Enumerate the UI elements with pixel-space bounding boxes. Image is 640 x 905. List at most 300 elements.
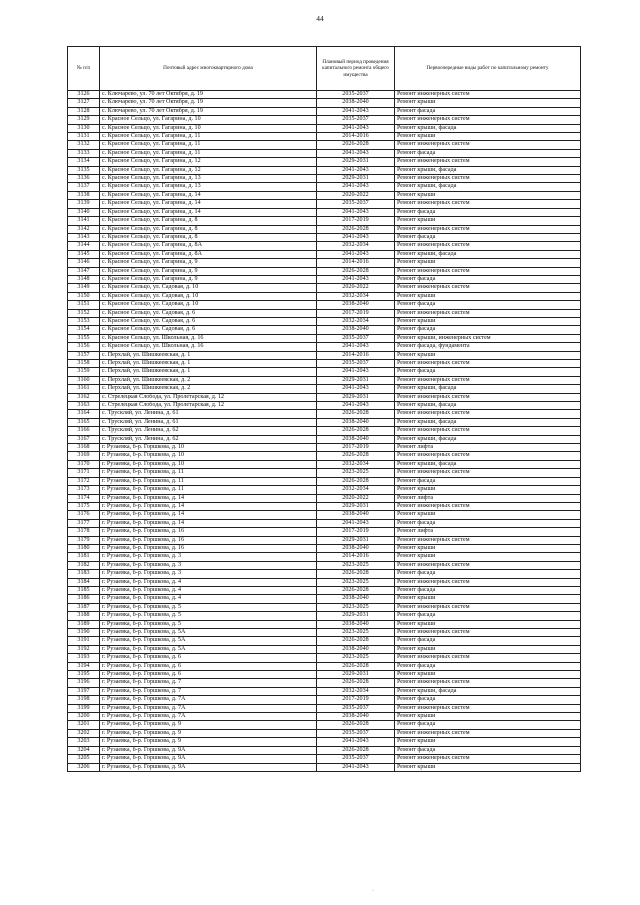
cell-address: с. Красное Сельцо, ул. Гагарина, д. 12 [100,158,317,166]
table-row [68,519,581,527]
cell-period: 2029-2031 [317,175,395,183]
table-row [68,502,581,510]
cell-address: г. Рузаевка, б-р. Горшкова, д. 14 [100,519,317,527]
cell-period: 2023-2025 [317,469,395,477]
cell-works: Ремонт крыши, фасада [395,124,581,132]
cell-address: с. Красное Сельцо, ул. Гагарина, д. 9 [100,267,317,275]
table-row [68,360,581,368]
cell-number: 3150 [68,292,100,300]
table-row [68,183,581,191]
table-row [68,603,581,611]
cell-period: 2020-2022 [317,494,395,502]
cell-address: г. Рузаевка, б-р. Горшкова, д. 5 [100,612,317,620]
cell-address: г. Рузаевка, б-р. Горшкова, д. 4 [100,578,317,586]
cell-works: Ремонт фасада [395,570,581,578]
cell-period: 2023-2025 [317,654,395,662]
table-row [68,645,581,653]
cell-works: Ремонт крыши [395,553,581,561]
cell-works: Ремонт инженерных систем [395,91,581,99]
cell-address: с. Перхлай, ул. Шишкеевская, д. 1 [100,351,317,359]
cell-address: г. Рузаевка, б-р. Горшкова, д. 14 [100,494,317,502]
cell-works: Ремонт лифта [395,494,581,502]
cell-period: 2014-2016 [317,259,395,267]
table-row [68,460,581,468]
table-row [68,486,581,494]
cell-period: 2041-2043 [317,343,395,351]
table-row [68,200,581,208]
cell-address: с. Красное Сельцо, ул. Гагарина, д. 9 [100,259,317,267]
cell-works: Ремонт инженерных систем [395,679,581,687]
cell-period: 2035-2037 [317,334,395,342]
table-row [68,376,581,384]
cell-period: 2014-2016 [317,553,395,561]
cell-number: 3155 [68,334,100,342]
cell-number: 3165 [68,418,100,426]
cell-works: Ремонт инженерных систем [395,410,581,418]
cell-works: Ремонт инженерных систем [395,729,581,737]
cell-period: 2032-2034 [317,292,395,300]
cell-works: Ремонт крыши [395,645,581,653]
table-row [68,351,581,359]
table-row [68,309,581,317]
cell-works: Ремонт лифта [395,528,581,536]
cell-number: 3149 [68,284,100,292]
cell-period: 2029-2031 [317,393,395,401]
cell-period: 2017-2019 [317,696,395,704]
cell-address: г. Рузаевка, б-р. Горшкова, д. 9А [100,763,317,771]
table-row [68,141,581,149]
cell-number: 3136 [68,175,100,183]
cell-address: с. Перхлай, ул. Шишкеевская, д. 2 [100,376,317,384]
cell-period: 2038-2040 [317,645,395,653]
cell-address: с. Красное Сельцо, ул. Гагарина, д. 8 [100,217,317,225]
cell-period: 2026-2028 [317,679,395,687]
cell-works: Ремонт инженерных систем [395,376,581,384]
cell-address: с. Красное Сельцо, ул. Садовая, д. 10 [100,284,317,292]
cell-address: с. Красное Сельцо, ул. Гагарина, д. 10 [100,116,317,124]
cell-period: 2038-2040 [317,595,395,603]
cell-address: с. Ключарево, ул. 70 лет Октября, д. 19 [100,91,317,99]
cell-number: 3197 [68,687,100,695]
header-num: № п/п [68,47,100,91]
cell-works: Ремонт инженерных систем [395,427,581,435]
table-row [68,671,581,679]
cell-number: 3137 [68,183,100,191]
cell-address: г. Рузаевка, б-р. Горшкова, д. 5 [100,603,317,611]
cell-address: г. Рузаевка, б-р. Горшкова, д. 5 [100,620,317,628]
cell-address: с. Красное Сельцо, ул. Садовая, д. 6 [100,326,317,334]
cell-number: 3170 [68,460,100,468]
cell-address: г. Рузаевка, б-р. Горшкова, д. 11 [100,486,317,494]
table-row [68,654,581,662]
cell-period: 2026-2028 [317,637,395,645]
cell-number: 3186 [68,595,100,603]
cell-address: г. Рузаевка, б-р. Горшкова, д. 4 [100,586,317,594]
cell-period: 2032-2034 [317,460,395,468]
cell-works: Ремонт инженерных систем [395,629,581,637]
cell-works: Ремонт крыши, фасада [395,460,581,468]
cell-works: Ремонт инженерных систем [395,360,581,368]
cell-number: 3142 [68,225,100,233]
cell-period: 2035-2037 [317,91,395,99]
cell-number: 3178 [68,528,100,536]
cell-works: Ремонт инженерных систем [395,469,581,477]
table-row [68,578,581,586]
cell-period: 2041-2043 [317,402,395,410]
cell-period: 2038-2040 [317,544,395,552]
cell-address: с. Красное Сельцо, ул. Гагарина, д. 11 [100,149,317,157]
cell-works: Ремонт крыши, фасада [395,687,581,695]
capital-repair-table [67,46,581,772]
table-row [68,124,581,132]
cell-address: г. Рузаевка, б-р. Горшкова, д. 5А [100,629,317,637]
cell-number: 3185 [68,586,100,594]
table-row [68,444,581,452]
cell-period: 2035-2037 [317,200,395,208]
table-row [68,544,581,552]
cell-address: с. Красное Сельцо, ул. Гагарина, д. 8 [100,225,317,233]
cell-address: с. Трускляй, ул. Ленина, д. 61 [100,410,317,418]
cell-period: 2014-2016 [317,133,395,141]
cell-address: г. Рузаевка, б-р. Горшкова, д. 16 [100,536,317,544]
cell-period: 2026-2028 [317,225,395,233]
cell-period: 2041-2043 [317,368,395,376]
cell-address: с. Красное Сельцо, ул. Гагарина, д. 13 [100,183,317,191]
table-row [68,301,581,309]
cell-period: 2023-2025 [317,629,395,637]
cell-address: с. Красное Сельцо, ул. Гагарина, д. 9 [100,275,317,283]
cell-number: 3172 [68,477,100,485]
cell-period: 2035-2037 [317,360,395,368]
cell-address: с. Красное Сельцо, ул. Садовая, д. 10 [100,292,317,300]
table-row [68,402,581,410]
cell-period: 2041-2043 [317,738,395,746]
cell-works: Ремонт инженерных систем [395,225,581,233]
cell-period: 2020-2022 [317,284,395,292]
table-row [68,612,581,620]
cell-address: с. Трускляй, ул. Ленина, д. 62 [100,435,317,443]
cell-period: 2032-2034 [317,242,395,250]
table-row [68,746,581,754]
cell-works: Ремонт крыши [395,544,581,552]
cell-works: Ремонт фасада [395,477,581,485]
cell-address: г. Рузаевка, б-р. Горшкова, д. 4 [100,595,317,603]
cell-period: 2029-2031 [317,612,395,620]
cell-address: г. Рузаевка, б-р. Горшкова, д. 3 [100,553,317,561]
cell-address: с. Красное Сельцо, ул. Садовая, д. 6 [100,317,317,325]
cell-works: Ремонт фасада [395,326,581,334]
cell-address: с. Красное Сельцо, ул. Гагарина, д. 11 [100,141,317,149]
cell-address: г. Рузаевка, б-р. Горшкова, д. 5А [100,637,317,645]
cell-period: 2038-2040 [317,326,395,334]
table-row [68,225,581,233]
cell-number: 3129 [68,116,100,124]
cell-number: 3161 [68,385,100,393]
table-row [68,267,581,275]
cell-number: 3191 [68,637,100,645]
cell-works: Ремонт фасада [395,275,581,283]
cell-period: 2035-2037 [317,755,395,763]
cell-number: 3134 [68,158,100,166]
cell-works: Ремонт фасада [395,149,581,157]
cell-number: 3202 [68,729,100,737]
cell-number: 3128 [68,107,100,115]
cell-address: г. Рузаевка, б-р. Горшкова, д. 16 [100,544,317,552]
cell-address: г. Рузаевка, б-р. Горшкова, д. 3 [100,561,317,569]
cell-number: 3198 [68,696,100,704]
cell-number: 3148 [68,275,100,283]
table-row [68,233,581,241]
cell-works: Ремонт инженерных систем [395,603,581,611]
cell-address: г. Рузаевка, б-р. Горшкова, д. 7 [100,679,317,687]
cell-number: 3176 [68,511,100,519]
cell-works: Ремонт крыши [395,486,581,494]
cell-works: Ремонт крыши [395,595,581,603]
cell-works: Ремонт крыши [395,620,581,628]
cell-period: 2038-2040 [317,99,395,107]
cell-address: г. Рузаевка, б-р. Горшкова, д. 10 [100,460,317,468]
cell-works: Ремонт фасада [395,208,581,216]
cell-works: Ремонт фасада [395,637,581,645]
cell-period: 2023-2025 [317,603,395,611]
cell-address: г. Рузаевка, б-р. Горшкова, д. 7А [100,713,317,721]
cell-works: Ремонт фасада [395,721,581,729]
cell-number: 3203 [68,738,100,746]
table-header [68,47,581,91]
cell-number: 3188 [68,612,100,620]
cell-number: 3154 [68,326,100,334]
cell-address: г. Рузаевка, б-р. Горшкова, д. 14 [100,502,317,510]
cell-number: 3140 [68,208,100,216]
table-row [68,99,581,107]
cell-works: Ремонт инженерных систем [395,452,581,460]
cell-period: 2020-2022 [317,191,395,199]
cell-number: 3153 [68,317,100,325]
table-row [68,511,581,519]
table-row [68,553,581,561]
cell-period: 2029-2031 [317,158,395,166]
cell-works: Ремонт крыши, фасада [395,435,581,443]
table-row [68,284,581,292]
cell-period: 2035-2037 [317,729,395,737]
cell-address: г. Рузаевка, б-р. Горшкова, д. 10 [100,444,317,452]
cell-period: 2041-2043 [317,519,395,527]
cell-works: Ремонт инженерных систем [395,175,581,183]
table-row [68,595,581,603]
cell-period: 2032-2034 [317,317,395,325]
table-row [68,494,581,502]
table-row [68,385,581,393]
table-row [68,217,581,225]
cell-address: г. Рузаевка, б-р. Горшкова, д. 6 [100,654,317,662]
table-row [68,149,581,157]
table-row [68,343,581,351]
table-row [68,536,581,544]
cell-period: 2017-2019 [317,217,395,225]
cell-number: 3143 [68,233,100,241]
cell-period: 2026-2028 [317,410,395,418]
cell-period: 2026-2028 [317,267,395,275]
cell-number: 3162 [68,393,100,401]
cell-period: 2041-2043 [317,107,395,115]
cell-works: Ремонт фасада [395,233,581,241]
cell-works: Ремонт инженерных систем [395,393,581,401]
cell-address: с. Красное Сельцо, ул. Гагарина, д. 8А [100,242,317,250]
cell-period: 2038-2040 [317,620,395,628]
table-row [68,259,581,267]
cell-works: Ремонт фасада, фундамента [395,343,581,351]
cell-period: 2026-2028 [317,141,395,149]
cell-address: г. Рузаевка, б-р. Горшкова, д. 9 [100,721,317,729]
cell-period: 2026-2028 [317,452,395,460]
table-row [68,166,581,174]
table-row [68,435,581,443]
table-row [68,334,581,342]
cell-period: 2041-2043 [317,166,395,174]
cell-period: 2041-2043 [317,149,395,157]
cell-period: 2038-2040 [317,418,395,426]
cell-number: 3164 [68,410,100,418]
cell-works: Ремонт фасада [395,746,581,754]
cell-number: 3152 [68,309,100,317]
cell-number: 3195 [68,671,100,679]
table-row [68,116,581,124]
cell-period: 2023-2025 [317,561,395,569]
cell-period: 2041-2043 [317,208,395,216]
table-row [68,637,581,645]
cell-number: 3139 [68,200,100,208]
cell-period: 2026-2028 [317,477,395,485]
cell-works: Ремонт фасада [395,519,581,527]
table-row [68,292,581,300]
cell-works: Ремонт фасада [395,301,581,309]
table-row [68,586,581,594]
cell-address: г. Рузаевка, б-р. Горшкова, д. 6 [100,671,317,679]
cell-period: 2041-2043 [317,124,395,132]
table-row [68,629,581,637]
cell-period: 2038-2040 [317,511,395,519]
cell-address: г. Рузаевка, б-р. Горшкова, д. 3 [100,570,317,578]
table-row [68,242,581,250]
cell-works: Ремонт фасада [395,586,581,594]
cell-address: г. Рузаевка, б-р. Горшкова, д. 9А [100,755,317,763]
cell-number: 3147 [68,267,100,275]
cell-number: 3145 [68,250,100,258]
cell-address: с. Перхлай, ул. Шишкеевская, д. 1 [100,368,317,376]
cell-address: г. Рузаевка, б-р. Горшкова, д. 5А [100,645,317,653]
cell-period: 2017-2019 [317,444,395,452]
cell-works: Ремонт фасада [395,107,581,115]
cell-period: 2029-2031 [317,536,395,544]
cell-period: 2038-2040 [317,713,395,721]
cell-works: Ремонт инженерных систем [395,578,581,586]
cell-works: Ремонт инженерных систем [395,158,581,166]
cell-number: 3169 [68,452,100,460]
cell-address: с. Красное Сельцо, ул. Гагарина, д. 8 [100,233,317,241]
cell-works: Ремонт крыши [395,292,581,300]
cell-period: 2038-2040 [317,435,395,443]
cell-address: г. Рузаевка, б-р. Горшкова, д. 7 [100,687,317,695]
cell-number: 3187 [68,603,100,611]
cell-number: 3206 [68,763,100,771]
cell-address: с. Красное Сельцо, ул. Гагарина, д. 8А [100,250,317,258]
table-row [68,704,581,712]
cell-works: Ремонт крыши, фасада [395,385,581,393]
table-row [68,528,581,536]
cell-number: 3138 [68,191,100,199]
cell-number: 3130 [68,124,100,132]
cell-works: Ремонт крыши, фасада [395,166,581,174]
cell-works: Ремонт инженерных систем [395,141,581,149]
cell-number: 3174 [68,494,100,502]
cell-address: г. Рузаевка, б-р. Горшкова, д. 16 [100,528,317,536]
table-row [68,427,581,435]
table-row [68,452,581,460]
cell-number: 3192 [68,645,100,653]
cell-address: с. Стрелецкая Слобода, ул. Пролетарская, д. 12 [100,402,317,410]
cell-period: 2026-2028 [317,662,395,670]
cell-number: 3146 [68,259,100,267]
cell-works: Ремонт крыши [395,317,581,325]
cell-number: 3151 [68,301,100,309]
cell-address: г. Рузаевка, б-р. Горшкова, д. 9 [100,729,317,737]
cell-address: с. Перхлай, ул. Шишкеевская, д. 2 [100,385,317,393]
table-row [68,755,581,763]
cell-address: с. Красное Сельцо, ул. Садовая, д. 6 [100,309,317,317]
cell-address: с. Красное Сельцо, ул. Школьная, д. 16 [100,334,317,342]
table-row [68,469,581,477]
cell-period: 2038-2040 [317,301,395,309]
cell-number: 3141 [68,217,100,225]
table-row [68,729,581,737]
table-row [68,317,581,325]
cell-number: 3127 [68,99,100,107]
cell-period: 2035-2037 [317,116,395,124]
cell-period: 2026-2028 [317,427,395,435]
table-row [68,208,581,216]
table-row [68,91,581,99]
cell-number: 3168 [68,444,100,452]
cell-period: 2026-2028 [317,721,395,729]
cell-number: 3190 [68,629,100,637]
cell-number: 3199 [68,704,100,712]
cell-address: г. Рузаевка, б-р. Горшкова, д. 7А [100,696,317,704]
cell-period: 2029-2031 [317,502,395,510]
cell-works: Ремонт крыши [395,217,581,225]
cell-number: 3133 [68,149,100,157]
cell-address: с. Красное Сельцо, ул. Гагарина, д. 14 [100,208,317,216]
table-row [68,620,581,628]
table-row [68,133,581,141]
cell-number: 3194 [68,662,100,670]
table-row [68,477,581,485]
cell-number: 3126 [68,91,100,99]
table-row [68,393,581,401]
cell-address: с. Ключарево, ул. 70 лет Октября, д. 19 [100,107,317,115]
cell-number: 3180 [68,544,100,552]
cell-number: 3189 [68,620,100,628]
cell-address: с. Трускляй, ул. Ленина, д. 61 [100,418,317,426]
cell-period: 2041-2043 [317,385,395,393]
cell-works: Ремонт крыши, фасада [395,418,581,426]
cell-works: Ремонт крыши [395,738,581,746]
cell-works: Ремонт крыши [395,133,581,141]
table-row [68,275,581,283]
table-row [68,191,581,199]
cell-number: 3132 [68,141,100,149]
cell-works: Ремонт крыши, инженерных систем [395,334,581,342]
cell-period: 2035-2037 [317,704,395,712]
